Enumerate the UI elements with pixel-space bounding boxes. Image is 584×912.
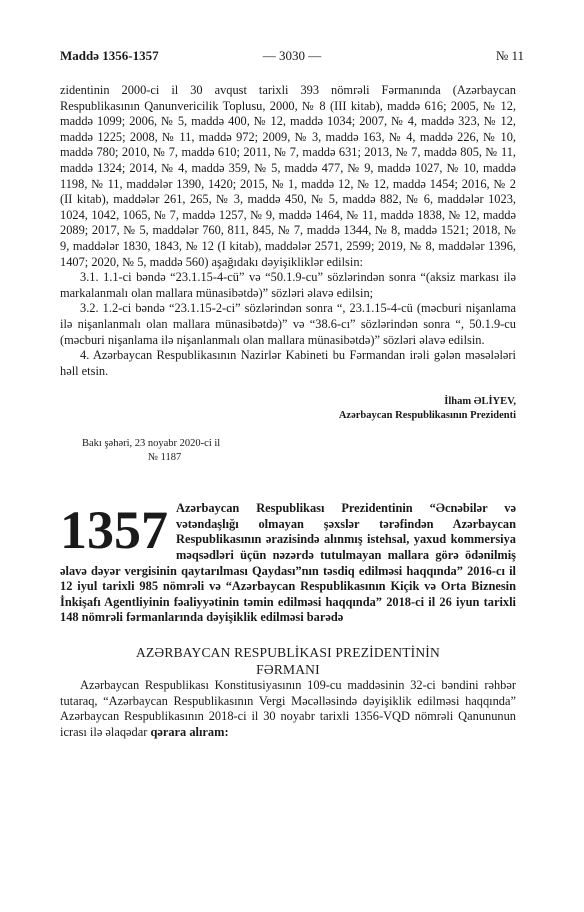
- header-page-number: — 3030 —: [262, 48, 322, 63]
- signature-name: İlham ƏLİYEV,: [444, 396, 516, 408]
- decree-number: 1357: [60, 500, 168, 561]
- decree-heading-text: Azərbaycan Respublikası Prezidentinin “Əcnəbilər və vətəndaşlığı olmayan şəxslər tərəfindən Azərbaycan Respublikasının ərazisində alınmış istehsal, yaxud kommersiya məqsədləri üçün nəzərdə tutulmayan mallara görə ödənilmiş əlavə dəyər vergisinin qaytarılması Qaydası”nın təsdiq edilməsi haqqında” 2016-cı il 12 iyul tarixli 985 nömrəli və “Azərbaycan Respublikasının Kiçik və Orta Biznesin İnkişafı Agentliyinin fəaliyyətinin təmin edilməsi haqqında” 2018-ci il 26 iyun tarixli 148 nömrəli fərmanlarında dəyişiklik edilməsi barədə: [60, 501, 516, 625]
- header-article-range: Maddə 1356-1357: [60, 48, 159, 63]
- signature-title: Azərbaycan Respublikasının Prezidenti: [338, 410, 516, 422]
- header-issue-number: № 11: [495, 48, 524, 63]
- place-date-block: [82, 437, 516, 465]
- preamble: [60, 678, 516, 740]
- page-header: [60, 48, 524, 68]
- decree-registration-number: № 1187: [148, 452, 182, 464]
- title-line-2: FƏRMANI: [256, 662, 320, 678]
- decree-heading: [60, 501, 516, 626]
- preamble-text: Azərbaycan Respublikası Konstitusiyasının 109-cu maddəsinin 32-ci bəndini rəhbər tutaraq, “Azərbaycan Respublikasının Vergi Məcəlləsində dəyişiklik edilməsi haqqında” Azərbaycan Respublikasının 2018-ci il 30 noyabr tarixli 1356-VQD nömrəli Qanununun icrası ilə əlaqədar: [60, 678, 516, 739]
- clause-3-2: 3.2. 1.2-ci bəndə “23.1.15-2-ci” sözlərindən sonra “, 23.1.15-4-cü (məcburi nişanlama ilə nişanlanmalı olan mallara münasibətdə)” və “38.6-cı” sözlərindən sonra “, 50.1.9-cu (məcburi nişanlama ilə nişanlanmalı olan mallara münasibətdə)” sözləri əlavə edilsin.: [60, 301, 516, 347]
- document-title: [60, 644, 516, 678]
- place-date: Bakı şəhəri, 23 noyabr 2020-ci il: [82, 438, 221, 450]
- continued-paragraph: zidentinin 2000-ci il 30 avqust tarixli 393 nömrəli Fərmanında (Azərbaycan Respublikasının Qanunvericilik Toplusu, 2000, № 8 (III kitab), maddə 616; 2005, № 12, maddə 1099; 2006, № 5, maddə 400, № 12, maddə 1034; 2007, № 4, maddə 323, № 12, maddə 1225; 2008, № 11, maddə 972; 2009, № 3, maddə 163, № 4, maddə 226, № 10, maddə 780; 2010, № 7, maddə 610; 2011, № 7, maddə 631; 2013, № 7, maddə 805, № 11, maddə 1324; 2014, № 4, maddə 359, № 5, maddə 477, № 9, maddə 1027, № 10, maddə 1198, № 11, maddələr 1390, 1420; 2015, № 1, maddə 12, № 12, maddə 1454; 2016, № 2 (II kitab), maddələr 261, 265, № 3, maddə 450, № 5, maddə 882, № 6, maddələr 1023, 1024, 1042, 1065, № 7, maddə 1257, № 9, maddə 1464, № 11, maddə 1838, № 12, maddə 2089; 2017, № 5, maddələr 760, 811, 845, № 7, maddə 1344, № 8, maddə 1521; 2018, № 9, maddələr 1830, 1843, № 12 (I kitab), maddələr 2571, 2599; 2019, № 8, maddələr 1396, 1407; 2020, № 5, maddə 560) aşağıdakı dəyişikliklər edilsin:: [60, 83, 516, 269]
- clause-4: 4. Azərbaycan Respublikasının Nazirlər Kabineti bu Fərmandan irəli gələn məsələləri həll etsin.: [60, 348, 516, 378]
- title-line-1: AZƏRBAYCAN RESPUBLİKASI PREZİDENTİNİN: [136, 645, 440, 661]
- preamble-resolution: qərara alıram:: [150, 724, 229, 739]
- signature-block: [60, 395, 516, 423]
- clause-3-1: 3.1. 1.1-ci bəndə “23.1.15-4-cü” və “50.1.9-cu” sözlərindən sonra “(aksiz markası ilə markalanmalı olan mallara münasibətdə)” sözləri əlavə edilsin;: [60, 270, 516, 300]
- page-content: [60, 83, 516, 740]
